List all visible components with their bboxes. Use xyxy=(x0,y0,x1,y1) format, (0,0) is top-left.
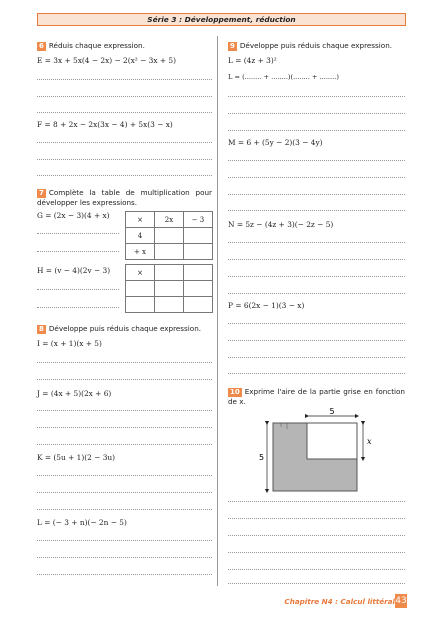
answer-line[interactable] xyxy=(37,410,212,411)
exercise-6 xyxy=(37,41,212,51)
table-cell[interactable] xyxy=(155,265,184,281)
table-corner: × xyxy=(126,212,155,228)
answer-line[interactable] xyxy=(228,357,405,358)
exercise-8 xyxy=(37,324,212,334)
answer-line[interactable] xyxy=(228,340,405,341)
answer-line[interactable] xyxy=(37,492,212,493)
table-cell[interactable] xyxy=(126,281,155,297)
table-cell[interactable] xyxy=(184,265,213,281)
table-cell[interactable] xyxy=(155,297,184,313)
answer-line[interactable] xyxy=(228,535,405,536)
table-cell[interactable] xyxy=(155,228,184,244)
multiplication-table-H xyxy=(125,264,213,313)
exercise-title: Développe puis réduis chaque expression. xyxy=(48,324,202,333)
answer-line[interactable] xyxy=(37,96,212,97)
answer-line[interactable] xyxy=(37,289,119,290)
answer-line[interactable] xyxy=(228,194,405,195)
table-cell[interactable] xyxy=(184,297,213,313)
answer-line[interactable] xyxy=(228,501,405,502)
answer-line[interactable] xyxy=(228,552,405,553)
expression-I: I = (x + 1)(x + 5) xyxy=(37,339,102,348)
dimension-top-label: 5 xyxy=(329,407,335,416)
table-corner: × xyxy=(126,265,155,281)
expression-K: K = (5u + 1)(2 − 3u) xyxy=(37,453,116,462)
exercise-7 xyxy=(37,188,212,207)
expression-M: M = 6 + (5y − 2)(3 − 4y) xyxy=(228,138,323,147)
answer-line[interactable] xyxy=(37,362,212,363)
answer-line[interactable] xyxy=(228,323,405,324)
grey-area-figure xyxy=(255,406,385,496)
expression-L-fill[interactable]: L = (........ + ........)(........ + ........) xyxy=(228,73,339,81)
answer-line[interactable] xyxy=(37,251,119,252)
answer-line[interactable] xyxy=(37,233,119,234)
answer-line[interactable] xyxy=(228,177,405,178)
exercise-number: 6 xyxy=(39,42,44,50)
answer-line[interactable] xyxy=(228,373,405,374)
exercise-title: Complète la table de multiplication pour développer les expressions. xyxy=(37,188,212,207)
column-divider xyxy=(217,36,218,586)
table-cell[interactable] xyxy=(155,281,184,297)
expression-J: J = (4x + 5)(2x + 6) xyxy=(37,389,112,398)
expression-L2: L = (4z + 3)² xyxy=(228,56,277,65)
answer-line[interactable] xyxy=(37,159,212,160)
expression-H: H = (v − 4)(2v − 3) xyxy=(37,266,111,275)
exercise-number: 9 xyxy=(230,42,235,50)
answer-line[interactable] xyxy=(37,557,212,558)
chapter-title: Chapitre N4 : Calcul littéral xyxy=(284,597,395,606)
exercise-number: 10 xyxy=(230,388,240,396)
white-rectangle xyxy=(307,423,357,459)
table-cell[interactable] xyxy=(184,228,213,244)
answer-line[interactable] xyxy=(37,307,119,308)
answer-line[interactable] xyxy=(228,569,405,570)
exercise-9 xyxy=(228,41,405,51)
answer-line[interactable] xyxy=(228,276,405,277)
answer-line[interactable] xyxy=(37,574,212,575)
answer-line[interactable] xyxy=(228,160,405,161)
exercise-title: Réduis chaque expression. xyxy=(48,41,145,50)
expression-F: F = 8 + 2x − 2x(3x − 4) + 5x(3 − x) xyxy=(37,120,173,129)
answer-line[interactable] xyxy=(37,427,212,428)
multiplication-table-G xyxy=(125,211,213,260)
answer-line[interactable] xyxy=(228,96,405,97)
table-header: 4 xyxy=(126,228,155,244)
table-header: − 3 xyxy=(184,212,213,228)
expression-G: G = (2x − 3)(4 + x) xyxy=(37,211,110,220)
dimension-x-label: x xyxy=(367,437,372,446)
answer-line[interactable] xyxy=(37,509,212,510)
answer-line[interactable] xyxy=(37,444,212,445)
exercise-title: Exprime l'aire de la partie grise en fonction de x. xyxy=(228,387,405,406)
expression-L: L = (− 3 + n)(− 2n − 5) xyxy=(37,518,127,527)
table-cell[interactable] xyxy=(184,244,213,260)
exercise-number: 8 xyxy=(39,325,44,333)
expression-N: N = 5z − (4z + 3)(− 2z − 5) xyxy=(228,220,334,229)
page-number: 43 xyxy=(395,596,407,606)
answer-line[interactable] xyxy=(228,113,405,114)
answer-line[interactable] xyxy=(37,175,212,176)
exercise-10 xyxy=(228,387,405,406)
series-header: Série 3 : Développement, réduction xyxy=(37,13,406,26)
dimension-left-label: 5 xyxy=(259,453,265,462)
answer-line[interactable] xyxy=(228,242,405,243)
answer-line[interactable] xyxy=(228,210,405,211)
table-cell[interactable] xyxy=(155,244,184,260)
answer-line[interactable] xyxy=(228,130,405,131)
answer-line[interactable] xyxy=(228,583,405,584)
exercise-title: Développe puis réduis chaque expression. xyxy=(239,41,393,50)
answer-line[interactable] xyxy=(228,293,405,294)
exercise-number: 7 xyxy=(39,189,44,197)
table-cell[interactable] xyxy=(184,281,213,297)
answer-line[interactable] xyxy=(37,79,212,80)
answer-line[interactable] xyxy=(37,379,212,380)
expression-E: E = 3x + 5x(4 − 2x) − 2(x² − 3x + 5) xyxy=(37,56,176,65)
table-header: + x xyxy=(126,244,155,260)
answer-line[interactable] xyxy=(228,259,405,260)
answer-line[interactable] xyxy=(37,112,212,113)
table-cell[interactable] xyxy=(126,297,155,313)
expression-P: P = 6(2x − 1)(3 − x) xyxy=(228,301,305,310)
answer-line[interactable] xyxy=(228,518,405,519)
answer-line[interactable] xyxy=(37,142,212,143)
table-header: 2x xyxy=(155,212,184,228)
answer-line[interactable] xyxy=(37,540,212,541)
answer-line[interactable] xyxy=(37,475,212,476)
